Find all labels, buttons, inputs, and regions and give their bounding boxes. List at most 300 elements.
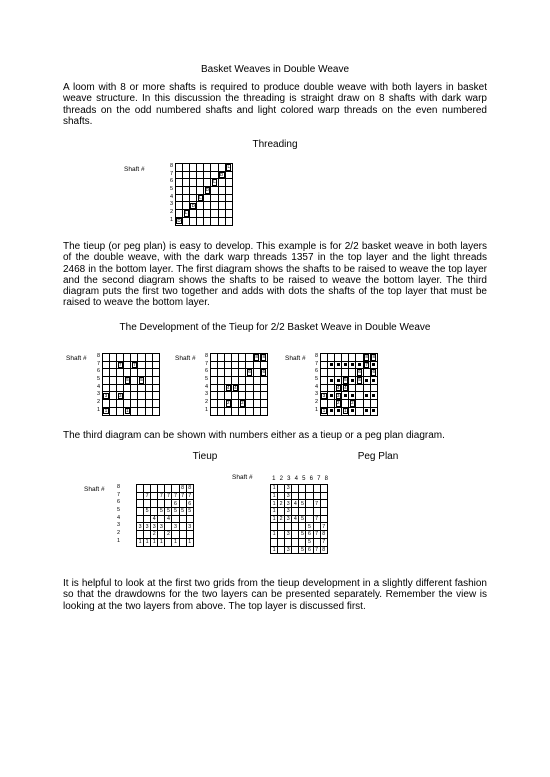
grid-cell (110, 377, 117, 385)
grid-cell (218, 384, 225, 392)
cell-value: 7 (188, 493, 192, 500)
grid-cell (190, 164, 197, 172)
cell-value: 7 (118, 361, 122, 367)
grid-cell (137, 531, 144, 539)
grid-cell (292, 523, 299, 531)
grid-cell (152, 377, 159, 385)
grid-cell (186, 485, 193, 493)
cell-value: 4 (166, 516, 170, 523)
grid-cell (165, 538, 172, 546)
dot-mark (351, 363, 354, 366)
grid-cell (138, 400, 145, 408)
cell-value: 1 (188, 539, 192, 546)
cell-value: 6 (358, 369, 361, 375)
grid-cell (335, 400, 342, 408)
grid-cell (190, 210, 197, 218)
dot-mark (358, 363, 361, 366)
grid-cell (232, 400, 239, 408)
grid-cell (321, 384, 328, 392)
grid-row (137, 508, 194, 516)
grid-cell (151, 531, 158, 539)
cell-value: 3 (286, 485, 290, 492)
cell-value: 2 (279, 516, 283, 523)
grid-cell (137, 508, 144, 516)
grid-cell (218, 194, 225, 202)
grid-cell (218, 179, 225, 187)
grid-row (103, 384, 160, 392)
grid-cell (158, 538, 165, 546)
shaft-label-tieup: Shaft # (84, 486, 105, 493)
grid-cell (165, 523, 172, 531)
grid-cell (144, 485, 151, 493)
grid-cell (190, 194, 197, 202)
cell-value: 5 (188, 508, 192, 515)
grid-cell (152, 392, 159, 400)
grid-cell (271, 492, 278, 500)
threading-heading: Threading (252, 139, 298, 150)
grid-cell (152, 400, 159, 408)
grid-cell (183, 210, 190, 218)
grid-cell (292, 546, 299, 554)
grid-cell (172, 500, 179, 508)
grid-cell (124, 407, 131, 415)
grid-cell (144, 515, 151, 523)
grid-cell (225, 400, 232, 408)
pegplan-heading: Peg Plan (357, 451, 399, 462)
cell-value: 5 (166, 508, 170, 515)
grid-cell (246, 400, 253, 408)
grid-cell (246, 361, 253, 369)
grid-cell (363, 384, 370, 392)
cell-value: 7 (315, 516, 319, 523)
grid-cell (349, 377, 356, 385)
dot-mark (330, 379, 333, 382)
grid-cell (328, 384, 335, 392)
shaft-label-dev3: Shaft # (285, 355, 306, 362)
dot-mark (365, 379, 368, 382)
grid-cell (321, 392, 328, 400)
grid-cell (117, 384, 124, 392)
grid-cell (144, 508, 151, 516)
grid-cell (363, 369, 370, 377)
grid-cell (349, 407, 356, 415)
grid-cell (110, 369, 117, 377)
grid-cell (211, 210, 218, 218)
grid-cell (306, 492, 313, 500)
grid-cell (158, 492, 165, 500)
grid-row (103, 377, 160, 385)
grid-cell (356, 354, 363, 362)
grid-cell (320, 515, 327, 523)
cell-value: 3 (138, 523, 142, 530)
development-grid-top-layer (102, 353, 160, 416)
grid-cell (197, 171, 204, 179)
cell-value: 2 (351, 400, 354, 406)
cell-value: 3 (188, 523, 192, 530)
grid-cell (110, 354, 117, 362)
grid-cell (176, 164, 183, 172)
grid-cell (285, 546, 292, 554)
development-grid-bottom-layer (210, 353, 268, 416)
grid-cell (117, 361, 124, 369)
grid-cell (110, 384, 117, 392)
grid-cell (335, 354, 342, 362)
grid-cell (211, 354, 218, 362)
cell-value: D (205, 187, 210, 193)
grid-cell (271, 523, 278, 531)
grid-row (137, 538, 194, 546)
grid-row (271, 515, 328, 523)
grid-row (321, 361, 378, 369)
tieup-heading: Tieup (192, 451, 218, 462)
cell-value: 1 (322, 407, 326, 413)
tieup-row-numbers: 8 7 6 5 4 3 2 1 (116, 484, 120, 544)
grid-cell (179, 492, 186, 500)
grid-row (103, 354, 160, 362)
closing-paragraph: It is helpful to look at the first two grids from the tieup development in a slightly different fashion so that the drawdowns for the two layers can be presented separately. Remember the view is looking at the two layers from above. The top layer is discussed first. (63, 578, 487, 612)
grid-cell (190, 217, 197, 225)
grid-cell (204, 210, 211, 218)
grid-cell (197, 217, 204, 225)
dot-mark (372, 394, 375, 397)
grid-cell (179, 515, 186, 523)
cell-value: 3 (104, 392, 108, 398)
grid-cell (176, 217, 183, 225)
grid-row (176, 202, 233, 210)
cell-value: 4 (226, 384, 230, 390)
grid-cell (370, 361, 377, 369)
grid-cell (253, 361, 260, 369)
grid-cell (211, 179, 218, 187)
grid-cell (292, 538, 299, 546)
grid-row (271, 546, 328, 554)
grid-cell (183, 202, 190, 210)
grid-cell (186, 515, 193, 523)
cell-value: 7 (133, 361, 136, 367)
grid-cell (321, 407, 328, 415)
grid-cell (138, 354, 145, 362)
grid-cell (321, 361, 328, 369)
grid-cell (335, 369, 342, 377)
grid-cell (285, 508, 292, 516)
grid-cell (145, 400, 152, 408)
grid-cell (151, 500, 158, 508)
cell-value: 8 (322, 531, 326, 538)
grid-cell (306, 485, 313, 493)
grid-cell (370, 392, 377, 400)
dot-mark (344, 394, 347, 397)
grid-cell (225, 377, 232, 385)
grid-cell (285, 485, 292, 493)
grid-row (271, 485, 328, 493)
dot-mark (365, 409, 368, 412)
cell-value: D (177, 217, 181, 223)
grid-cell (299, 492, 306, 500)
grid-cell (103, 392, 110, 400)
grid-cell (144, 492, 151, 500)
grid-cell (197, 194, 204, 202)
grid-row (271, 538, 328, 546)
grid-cell (253, 369, 260, 377)
grid-row (211, 377, 268, 385)
grid-cell (172, 538, 179, 546)
cell-value: 3 (286, 546, 290, 553)
grid-cell (144, 500, 151, 508)
grid-cell (320, 508, 327, 516)
grid-cell (151, 485, 158, 493)
grid-cell (370, 407, 377, 415)
grid-cell (152, 354, 159, 362)
grid-row (137, 500, 194, 508)
grid-cell (342, 354, 349, 362)
grid-cell (218, 400, 225, 408)
grid-cell (218, 187, 225, 195)
grid-cell (172, 508, 179, 516)
development-grid-combined (320, 353, 378, 416)
grid-cell (335, 407, 342, 415)
grid-row (176, 164, 233, 172)
grid-cell (271, 531, 278, 539)
grid-cell (117, 407, 124, 415)
grid-cell (232, 369, 239, 377)
grid-cell (292, 531, 299, 539)
grid-cell (179, 523, 186, 531)
grid-cell (218, 164, 225, 172)
cell-value: 4 (152, 516, 156, 523)
cell-value: 5 (300, 516, 304, 523)
grid-cell (253, 392, 260, 400)
grid-cell (137, 500, 144, 508)
grid-cell (103, 354, 110, 362)
grid-cell (363, 400, 370, 408)
grid-cell (349, 361, 356, 369)
cell-value: 7 (322, 523, 326, 530)
grid-cell (232, 361, 239, 369)
grid-cell (197, 210, 204, 218)
grid-cell (342, 377, 349, 385)
cell-value: D (191, 202, 195, 208)
grid-cell (370, 400, 377, 408)
dot-mark (372, 363, 375, 366)
grid-cell (306, 546, 313, 554)
grid-cell (246, 392, 253, 400)
grid-cell (151, 515, 158, 523)
grid-cell (370, 369, 377, 377)
cell-value: 4 (293, 516, 297, 523)
grid-cell (145, 407, 152, 415)
grid-cell (271, 485, 278, 493)
grid-cell (239, 377, 246, 385)
grid-cell (313, 531, 320, 539)
grid-cell (342, 400, 349, 408)
grid-cell (138, 361, 145, 369)
shaft-label-dev1: Shaft # (66, 355, 87, 362)
grid-cell (179, 538, 186, 546)
grid-cell (137, 515, 144, 523)
grid-cell (342, 361, 349, 369)
grid-row (137, 492, 194, 500)
grid-cell (103, 400, 110, 408)
grid-row (176, 217, 233, 225)
grid-cell (356, 377, 363, 385)
grid-cell (253, 354, 260, 362)
grid-cell (260, 407, 267, 415)
grid-cell (225, 361, 232, 369)
grid-cell (179, 485, 186, 493)
grid-cell (313, 485, 320, 493)
grid-cell (239, 354, 246, 362)
grid-row (103, 392, 160, 400)
cell-value: 7 (315, 531, 319, 538)
grid-cell (138, 377, 145, 385)
grid-cell (211, 369, 218, 377)
cell-value: 3 (286, 500, 290, 507)
grid-cell (218, 369, 225, 377)
shaft-label-threading: Shaft # (124, 166, 145, 173)
cell-value: 6 (308, 531, 311, 538)
cell-value: 3 (286, 508, 290, 515)
grid-cell (292, 508, 299, 516)
grid-row (176, 194, 233, 202)
grid-cell (306, 538, 313, 546)
grid-cell (124, 369, 131, 377)
grid-cell (320, 531, 327, 539)
grid-cell (137, 538, 144, 546)
grid-cell (342, 407, 349, 415)
grid-cell (342, 392, 349, 400)
grid-cell (260, 384, 267, 392)
grid-cell (253, 400, 260, 408)
cell-value: 8 (322, 546, 326, 553)
grid-cell (183, 194, 190, 202)
grid-cell (225, 407, 232, 415)
shaft-label-dev2: Shaft # (175, 355, 196, 362)
cell-value: 6 (188, 500, 192, 507)
grid-cell (158, 500, 165, 508)
grid-cell (110, 361, 117, 369)
grid-cell (370, 377, 377, 385)
grid-row (137, 515, 194, 523)
grid-cell (225, 392, 232, 400)
grid-cell (313, 546, 320, 554)
grid-cell (158, 485, 165, 493)
grid-cell (117, 392, 124, 400)
cell-value: 3 (286, 531, 290, 538)
grid-cell (285, 523, 292, 531)
grid-cell (246, 354, 253, 362)
grid-cell (285, 500, 292, 508)
grid-cell (306, 500, 313, 508)
cell-value: 6 (174, 500, 177, 507)
grid-cell (299, 515, 306, 523)
grid-cell (204, 179, 211, 187)
grid-cell (204, 164, 211, 172)
grid-cell (363, 407, 370, 415)
cell-value: 5 (140, 377, 143, 383)
grid-cell (278, 492, 285, 500)
grid-cell (356, 384, 363, 392)
grid-cell (211, 400, 218, 408)
grid-cell (225, 369, 232, 377)
cell-value: 3 (118, 392, 122, 398)
grid-cell (211, 361, 218, 369)
cell-value: 8 (181, 485, 185, 492)
grid-cell (176, 179, 183, 187)
grid-cell (124, 392, 131, 400)
grid-cell (151, 523, 158, 531)
grid-cell (225, 384, 232, 392)
grid-cell (204, 217, 211, 225)
grid-cell (183, 171, 190, 179)
cell-value: 7 (322, 539, 326, 546)
cell-value: 1 (272, 485, 276, 492)
grid-cell (225, 354, 232, 362)
grid-cell (271, 500, 278, 508)
grid-row (176, 210, 233, 218)
grid-cell (313, 523, 320, 531)
grid-cell (137, 523, 144, 531)
grid-cell (349, 384, 356, 392)
grid-cell (246, 407, 253, 415)
grid-cell (211, 187, 218, 195)
cell-value: 5 (358, 377, 361, 383)
grid-cell (306, 515, 313, 523)
cell-value: 7 (174, 493, 177, 500)
grid-cell (225, 164, 232, 172)
cell-value: 7 (315, 546, 319, 553)
grid-row (137, 523, 194, 531)
grid-row (211, 354, 268, 362)
grid-cell (179, 500, 186, 508)
grid-cell (145, 361, 152, 369)
grid-cell (253, 407, 260, 415)
grid-cell (225, 187, 232, 195)
grid-cell (183, 179, 190, 187)
grid-cell (285, 492, 292, 500)
grid-cell (124, 384, 131, 392)
grid-cell (190, 171, 197, 179)
grid-cell (211, 392, 218, 400)
grid-cell (321, 400, 328, 408)
grid-cell (306, 523, 313, 531)
grid-cell (211, 377, 218, 385)
grid-cell (152, 384, 159, 392)
grid-cell (239, 407, 246, 415)
cell-value: 3 (322, 392, 326, 398)
grid-cell (211, 384, 218, 392)
grid-cell (271, 538, 278, 546)
grid-cell (232, 392, 239, 400)
cell-value: 3 (286, 493, 290, 500)
grid-cell (260, 354, 267, 362)
grid-cell (137, 492, 144, 500)
cell-value: 5 (308, 523, 311, 530)
grid-cell (186, 500, 193, 508)
grid-cell (218, 210, 225, 218)
cell-value: 1 (174, 539, 177, 546)
grid-cell (260, 400, 267, 408)
grid-cell (103, 369, 110, 377)
grid-row (176, 187, 233, 195)
grid-cell (370, 384, 377, 392)
grid-cell (103, 361, 110, 369)
grid-cell (152, 369, 159, 377)
grid-cell (151, 508, 158, 516)
grid-row (271, 523, 328, 531)
grid-cell (138, 384, 145, 392)
cell-value: L (227, 164, 230, 170)
grid-cell (110, 400, 117, 408)
